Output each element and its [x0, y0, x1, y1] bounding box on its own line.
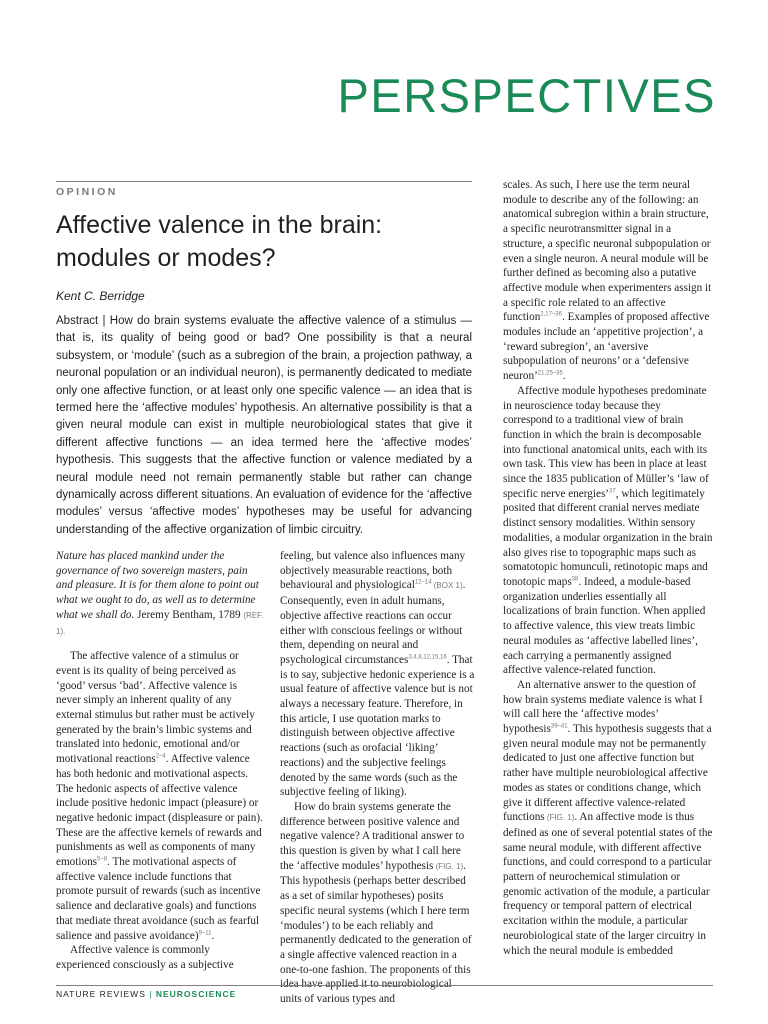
journal-footer	[56, 989, 236, 999]
body-column-3	[503, 178, 713, 958]
paragraph-text: . This hypothesis (perhaps better described as a set of similar hypotheses) posits specific neural systems (which I here term ‘modules’) to be each reliably and permanently dedicated to the generation of a single affective valenced reaction in a one-to-one fashion. The proponents of this idea have applied it to neurobiological units of various types and	[280, 859, 472, 1006]
paragraph-text: . Examples of proposed affective modules include an ‘appetitive projection’, a ‘reward subregion’, an ‘aversive subpopulation of neurons’ or a ‘defensive neuron’	[503, 311, 710, 383]
article-title	[56, 209, 476, 275]
paragraph-text: . Affective valence has both hedonic and motivational aspects. The hedonic aspects of affective valence include positive hedonic impact (pleasure) or negative hedonic impact (displeasure or pain). These are the affective kernels of rewards and punishments as well as components of many emotions	[56, 753, 263, 869]
abstract	[56, 313, 472, 539]
paragraph-text: . An affective mode is thus defined as one of several potential states of the same neural module, with different affective functions, and could correspond to a particular pattern of neurochemical stimulation or genomic activation of the module, a particular frequency or temporal pattern of electrical excitation within the module, a particular neurobiological state of the larger circuitry in which the neural module is embedded	[503, 811, 713, 957]
epigraph-quote: Nature has placed mankind under the governance of two sovereign masters, pain and pleasure. It is for them alone to point out what we ought to do, as well as to determine what we shall do.	[56, 550, 259, 621]
body-paragraph	[503, 178, 713, 384]
citation-ref[interactable]: 2–4	[155, 753, 166, 760]
abstract-label: Abstract |	[56, 315, 110, 327]
body-paragraph	[56, 649, 264, 943]
paragraph-text: The affective valence of a stimulus or event is its quality of being perceived as ‘good’ versus ‘bad’. Affective valence is never simply an inherent quality of any external stimulus but rather must be actively generated by the brain’s limbic systems and translated into hedonic, emotional and/or motivational reactions	[56, 650, 255, 766]
paragraph-text: .	[211, 929, 215, 942]
citation-ref[interactable]: 5–8	[97, 856, 108, 863]
citation-ref[interactable]: 37	[609, 488, 616, 495]
paragraph-text: Affective module hypotheses predominate in neuroscience today because they correspond to a traditional view of brain function in which the brain is decomposable into functional anatomical units, each with its own task. This view has been in place at least since the 1835 publication of Müller’s ‘law of specific nerve energies’	[503, 384, 709, 500]
body-paragraph	[280, 800, 476, 1007]
citation-ref[interactable]: 12–14	[414, 579, 432, 586]
box-ref[interactable]: (BOX 1)	[431, 581, 463, 591]
body-column-1	[56, 549, 264, 973]
body-paragraph	[503, 384, 713, 678]
paragraph-text: .	[562, 370, 566, 383]
citation-ref[interactable]: 21,25–35	[537, 370, 563, 377]
epigraph	[56, 549, 264, 639]
citation-ref[interactable]: 39–41	[550, 723, 568, 730]
paragraph-text: . This hypothesis suggests that a given neural module may not be permanently dedicated to just one affective function but rather have multiple neurobiological affective modes as states or conditions change, which give it different affective valence-related functions	[503, 723, 712, 824]
paragraph-text: . That is to say, subjective hedonic experience is a usual feature of affective valence but is not always a necessary feature. Therefore, in this article, I use quotation marks to distinguish between objective affective reactions (such as orofacial ‘liking’ reactions) and the subjective feelings denoted by the same words (such as the subjective feeling of liking).	[280, 653, 475, 799]
footer-journal: NEUROSCIENCE	[155, 989, 237, 999]
footer-divider	[56, 985, 713, 986]
epigraph-ref[interactable]: (REF. 1).	[56, 610, 264, 636]
citation-ref[interactable]: 38	[571, 576, 579, 583]
section-heading: PERSPECTIVES	[337, 69, 716, 122]
footer-separator: |	[145, 989, 156, 999]
paragraph-text: . Indeed, a module-based organization underlies essentially all localizations of brain function. When applied to affective valence, this view treats limbic neural modules as ‘affective labelled lines’, each carrying a permanently assigned affective valence-related function.	[503, 575, 706, 677]
footer-publisher: NATURE REVIEWS	[56, 989, 146, 999]
body-paragraph	[503, 678, 713, 958]
citation-ref[interactable]: 3,4,8,12,15,16	[408, 654, 447, 661]
title-line-1: Affective valence in the brain:	[56, 211, 383, 239]
paragraph-text: scales. As such, I here use the term neural module to describe any of the following: an anatomical subregion within a brain structure, a specific neurotransmitter signal in a structure, a specific neuronal subpopulation or even a single neuron. A neural module will be further defined as becoming also a putative affective module when experimenters assign it a specific role related to an affective function	[503, 179, 712, 324]
header-divider	[56, 181, 472, 182]
paragraph-text: , which legitimately posited that different cranial nerves mediate distinct sensory modalities. Within sensory modalities, a modular organization in the brain also gives rise to topographic maps such as somatotopic homunculi, retinotopic maps and tonotopic maps	[503, 487, 713, 588]
epigraph-attribution: Jeremy Bentham, 1789	[134, 608, 244, 621]
paragraph-text: feeling, but valence also influences many objectively measurable reactions, both behavioural and physiological	[280, 550, 466, 592]
figure-ref[interactable]: (FIG. 1)	[544, 813, 575, 823]
article-category: OPINION	[56, 186, 118, 198]
title-line-2: modules or modes?	[56, 244, 276, 272]
article-author: Kent C. Berridge	[56, 289, 145, 303]
paragraph-text: How do brain systems generate the difference between positive valence and negative valence? A traditional answer to this question is given by what I call here the ‘affective modules’ hypothesis	[280, 800, 465, 872]
body-paragraph	[280, 549, 476, 800]
body-column-2	[280, 549, 476, 1007]
paragraph-text: . Consequently, even in adult humans, objective affective reactions can occur either with conscious feelings or without them, depending on neural and psychological circumstances	[280, 579, 466, 666]
figure-ref[interactable]: (FIG. 1)	[433, 861, 464, 871]
body-paragraph: Affective valence is commonly experienced consciously as a subjective	[56, 944, 234, 971]
abstract-text: How do brain systems evaluate the affective valence of a stimulus — that is, its quality of being good or bad? One possibility is that a neural subsystem, or ‘module’ (such as a subregion of the brain, a projection pathway, a neuronal population or an individual neuron), is permanently dedicated to mediate only one affective function, or at least only one specific valence — an idea that is termed here the ‘affective modules’ hypothesis. An alternative possibility is that a given neural module can exist in multiple neurobiological states that give it different affective functions — an idea termed here the ‘affective modes’ hypothesis. This suggests that the affective function or valence mediated by a neural module need not remain permanently stable but rather can change dynamically across different situations. An evaluation of evidence for the ‘affective modules’ versus ‘affective modes’ hypotheses may be useful for advancing understanding of the affective organization of limbic circuitry.	[56, 315, 473, 536]
paragraph-text: . The motivational aspects of affective valence include functions that promote pursuit of rewards (such as incentive salience and declarative goals) and functions that mediate threat avoidance (such as fearful salience and passive avoidance)	[56, 856, 261, 942]
citation-ref[interactable]: 9–11	[198, 929, 212, 936]
citation-ref[interactable]: 2,17–36	[540, 311, 562, 318]
paragraph-text: An alternative answer to the question of how brain systems mediate valence is what I will call here the ‘affective modes’ hypothesis	[503, 678, 703, 736]
